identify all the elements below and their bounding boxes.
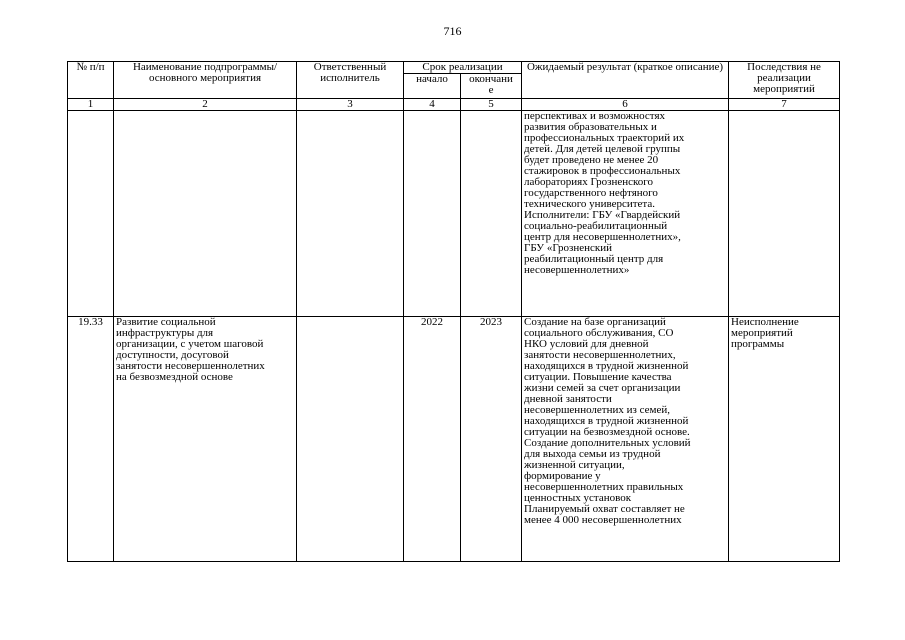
- header-group-period: Срок реализации: [404, 62, 522, 74]
- header-col-start: начало: [404, 74, 461, 99]
- result-line: ГБУ «Грозненский: [524, 242, 613, 254]
- result-line: центр для несовершеннолетних»,: [524, 231, 681, 243]
- result-line: развития образовательных и: [524, 121, 657, 133]
- name-line: Развитие социальной: [116, 316, 216, 328]
- result-line: Создание на базе организаций: [524, 316, 666, 328]
- column-number: 3: [297, 99, 404, 111]
- result-line: находящихся в трудной жизненной: [524, 415, 689, 427]
- result-line: детей. Для детей целевой группы: [524, 143, 681, 155]
- header-col-num: № п/п: [68, 62, 114, 99]
- result-line: Создание дополнительных условий: [524, 437, 691, 449]
- row-num: [68, 111, 114, 317]
- result-line: жизненной ситуации,: [524, 459, 625, 471]
- column-number: 6: [522, 99, 729, 111]
- result-line: ситуации. Повышение качества: [524, 371, 672, 383]
- result-line: жизни семей за счет организации: [524, 382, 681, 394]
- result-line: реабилитационный центр для: [524, 253, 664, 265]
- header-line: Последствия не: [747, 61, 821, 73]
- name-line: занятости несовершеннолетних: [116, 360, 265, 372]
- row-result: [522, 111, 729, 317]
- row-end: 2023: [461, 317, 522, 562]
- column-number: 1: [68, 99, 114, 111]
- column-number: 5: [461, 99, 522, 111]
- header-row-1: [68, 62, 840, 74]
- column-number-row: [68, 99, 840, 111]
- result-line: социального обслуживания, СО: [524, 327, 674, 339]
- result-line: находящихся в трудной жизненной: [524, 360, 689, 372]
- row-consequence: [729, 317, 840, 562]
- page-number: 716: [443, 24, 462, 38]
- result-line: Исполнители: ГБУ «Гвардейский: [524, 209, 681, 221]
- result-line: перспективах и возможностях: [524, 110, 666, 122]
- result-line: для выхода семьи из трудной: [524, 448, 661, 460]
- row-consequence: [729, 111, 840, 317]
- result-line: профессиональных траекторий их: [524, 132, 685, 144]
- result-line: социально-реабилитационный: [524, 220, 668, 232]
- header-col-consequences: [729, 62, 840, 99]
- row-end: [461, 111, 522, 317]
- result-line: НКО условий для дневной: [524, 338, 649, 350]
- header-col-result: Ожидаемый результат (краткое описание): [522, 62, 729, 99]
- row-num: 19.33: [68, 317, 114, 562]
- row-executor: [297, 317, 404, 562]
- program-table: [67, 61, 840, 562]
- consequence-line: Неисполнение: [731, 316, 799, 328]
- header-line: окончани: [469, 73, 513, 85]
- header-col-executor: Ответственный исполнитель: [297, 62, 404, 99]
- result-line: несовершеннолетних»: [524, 264, 630, 276]
- result-line: Планируемый охват составляет не: [524, 503, 685, 515]
- table-row: [68, 317, 840, 562]
- column-number: 4: [404, 99, 461, 111]
- result-line: стажировок в профессиональных: [524, 165, 681, 177]
- result-line: несовершеннолетних правильных: [524, 481, 684, 493]
- result-line: государственного нефтяного: [524, 187, 658, 199]
- header-col-name: Наименование подпрограммы/ основного мероприятия: [114, 62, 297, 99]
- row-name: [114, 111, 297, 317]
- header-line: е: [488, 84, 494, 96]
- result-line: ценностных установок: [524, 492, 632, 504]
- result-line: дневной занятости: [524, 393, 612, 405]
- name-line: инфраструктуры для: [116, 327, 214, 339]
- result-line: будет проведено не менее 20: [524, 154, 659, 166]
- name-line: организации, с учетом шаговой: [116, 338, 264, 350]
- result-line: ситуации на безвозмездной основе.: [524, 426, 690, 438]
- row-executor: [297, 111, 404, 317]
- result-line: менее 4 000 несовершеннолетних: [524, 514, 682, 526]
- row-result: [522, 317, 729, 562]
- row-start: 2022: [404, 317, 461, 562]
- table-row: [68, 111, 840, 317]
- name-line: на безвозмездной основе: [116, 371, 233, 383]
- consequence-line: программы: [731, 338, 785, 350]
- result-line: занятости несовершеннолетних,: [524, 349, 676, 361]
- column-number: 2: [114, 99, 297, 111]
- row-start: [404, 111, 461, 317]
- result-line: лабораториях Грозненского: [524, 176, 654, 188]
- result-line: технического университета.: [524, 198, 655, 210]
- header-line: мероприятий: [753, 83, 815, 95]
- header-col-end: [461, 74, 522, 99]
- consequence-line: мероприятий: [731, 327, 793, 339]
- result-line: несовершеннолетних из семей,: [524, 404, 670, 416]
- column-number: 7: [729, 99, 840, 111]
- name-line: доступности, досуговой: [116, 349, 229, 361]
- header-line: реализации: [757, 72, 811, 84]
- result-line: формирование у: [524, 470, 601, 482]
- row-name: [114, 317, 297, 562]
